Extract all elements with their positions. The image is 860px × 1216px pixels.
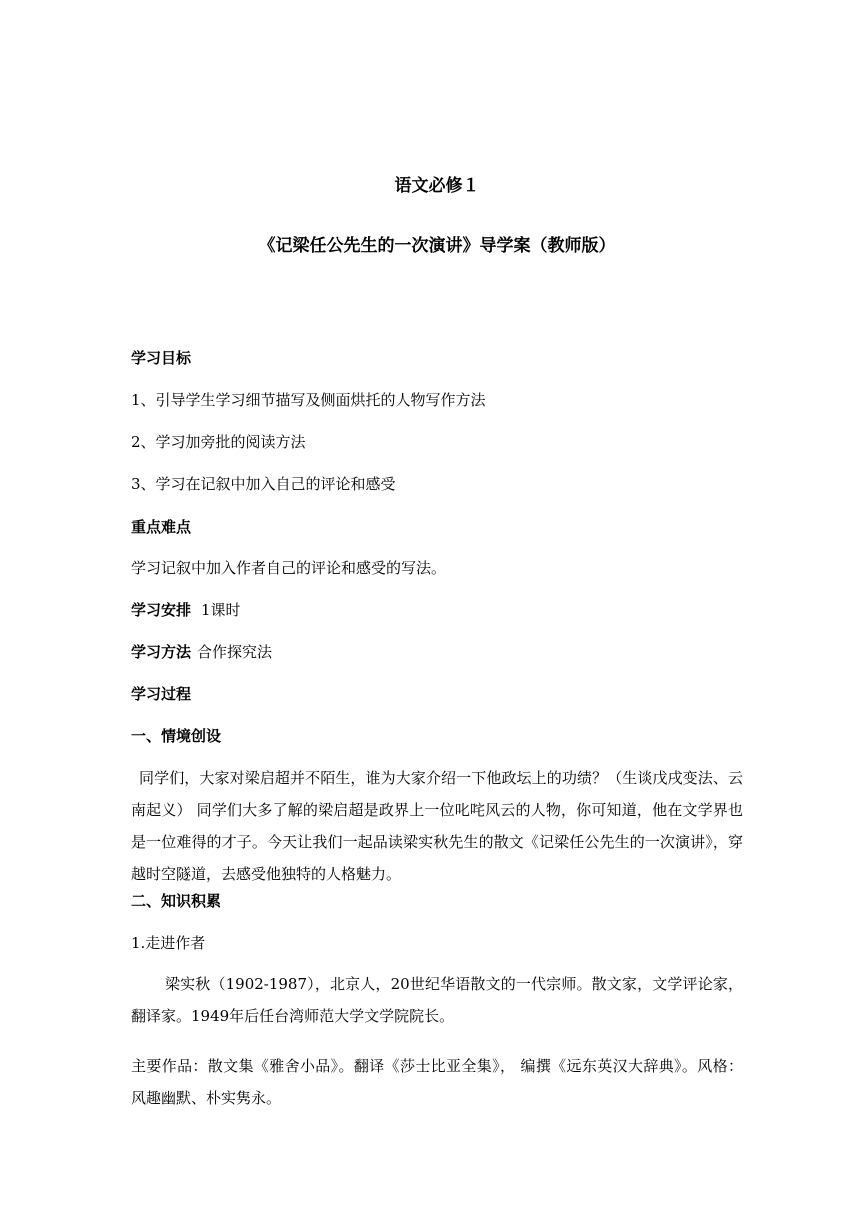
method-line — [131, 642, 272, 662]
course-title: 语文必修１ — [394, 176, 480, 196]
section1-heading: 一、情境创设 — [131, 727, 222, 745]
section2-heading: 二、知识积累 — [131, 892, 222, 910]
key-points-heading: 重点难点 — [131, 518, 192, 536]
objective-item-2: 2、学习加旁批的阅读方法 — [131, 433, 306, 451]
method-label: 学习方法 — [131, 643, 192, 661]
key-points-text: 学习记叙中加入作者自己的评论和感受的写法。 — [131, 559, 447, 577]
objective-item-1: 1、引导学生学习细节描写及侧面烘托的人物写作方法 — [131, 391, 486, 409]
section1-paragraph: 同学们，大家对梁启超并不陌生，谁为大家介绍一下他政坛上的功绩？（生谈戊戌变法、云南起义） 同学们大多了解的梁启超是政界上一位叱咤风云的人物，你可知道，他在文学界也是一位难得的才子。今天让我们一起品读梁实秋先生的散文《记梁任公先生的一次演讲》，穿越时空隧道，去感受他独特的人格魅力。 — [131, 769, 743, 883]
method-value: 合作探究法 — [197, 643, 273, 661]
process-heading: 学习过程 — [131, 685, 192, 703]
works-paragraph: 主要作品：散文集《雅舍小品》。翻译《莎士比亚全集》， 编撰《远东英汉大辞典》。风格：风趣幽默、朴实隽永。 — [131, 1057, 743, 1107]
arrangement-value: 1课时 — [201, 601, 241, 619]
section2-subheading-author: 1.走进作者 — [131, 934, 206, 952]
arrangement-line — [131, 600, 241, 620]
objectives-heading: 学习目标 — [131, 349, 192, 367]
arrangement-label: 学习安排 — [131, 601, 192, 619]
objective-item-3: 3、学习在记叙中加入自己的评论和感受 — [131, 475, 396, 493]
author-paragraph: 梁实秋（1902-1987），北京人，20世纪华语散文的一代宗师。散文家，文学评论家，翻译家。1949年后任台湾师范大学文学院院长。 — [131, 975, 743, 1025]
document-title: 《记梁任公先生的一次演讲》导学案（教师版） — [258, 236, 616, 256]
